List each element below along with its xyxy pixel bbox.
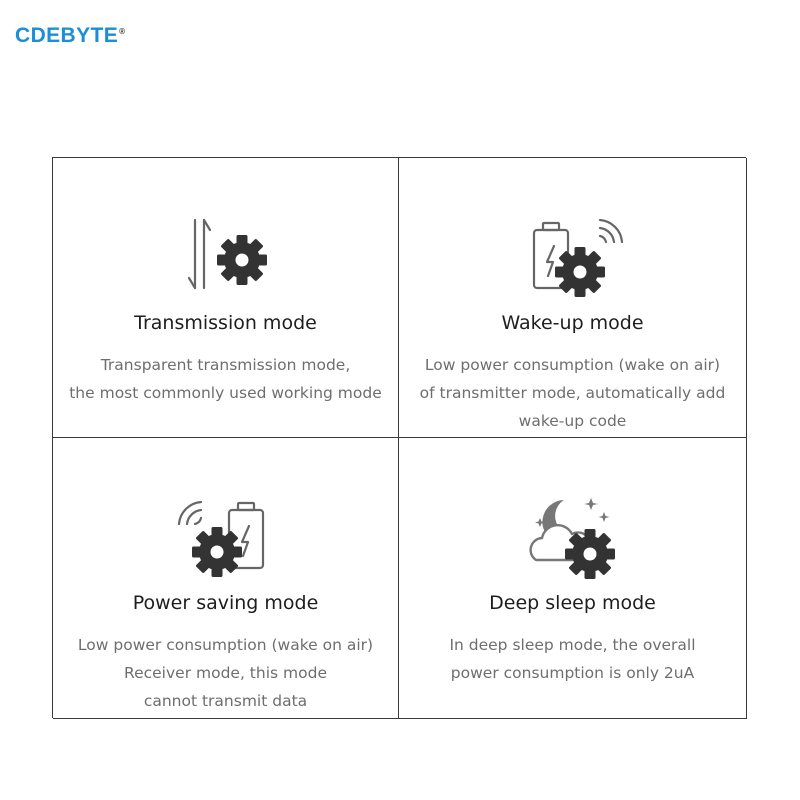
description-line: cannot transmit data [143, 692, 308, 710]
description-line: Low power consumption (wake on air) [77, 636, 374, 654]
modes-grid [52, 157, 746, 718]
mode-description [399, 631, 746, 687]
registered-mark: ® [119, 27, 126, 36]
transmission-gear-icon [171, 210, 281, 300]
moon-cloud-gear-icon [518, 490, 628, 580]
brand-logo [15, 24, 125, 48]
description-line: wake-up code [518, 412, 627, 430]
signal-gear-battery-icon [171, 490, 281, 580]
mode-description [53, 631, 398, 715]
battery-signal-gear-icon [518, 210, 628, 300]
description-line: of transmitter mode, automatically add [419, 384, 726, 402]
description-line: the most commonly used working mode [69, 384, 382, 402]
brand-name: CDEBYTE [15, 24, 119, 47]
mode-card-transmission [53, 158, 399, 438]
description-line: In deep sleep mode, the overall [449, 636, 696, 654]
description-line: Low power consumption (wake on air) [424, 356, 721, 374]
mode-card-wake-up [399, 158, 747, 438]
mode-title: Deep sleep mode [489, 592, 656, 614]
mode-description [53, 351, 398, 407]
description-line: Receiver mode, this mode [124, 664, 327, 682]
mode-title: Transmission mode [134, 312, 317, 334]
mode-description [399, 351, 746, 435]
mode-title: Power saving mode [132, 592, 319, 614]
mode-card-deep-sleep [399, 438, 747, 719]
description-line: Transparent transmission mode, [100, 356, 351, 374]
mode-title: Wake-up mode [501, 312, 644, 334]
description-line: power consumption is only 2uA [450, 664, 695, 682]
mode-card-power-saving [53, 438, 399, 719]
